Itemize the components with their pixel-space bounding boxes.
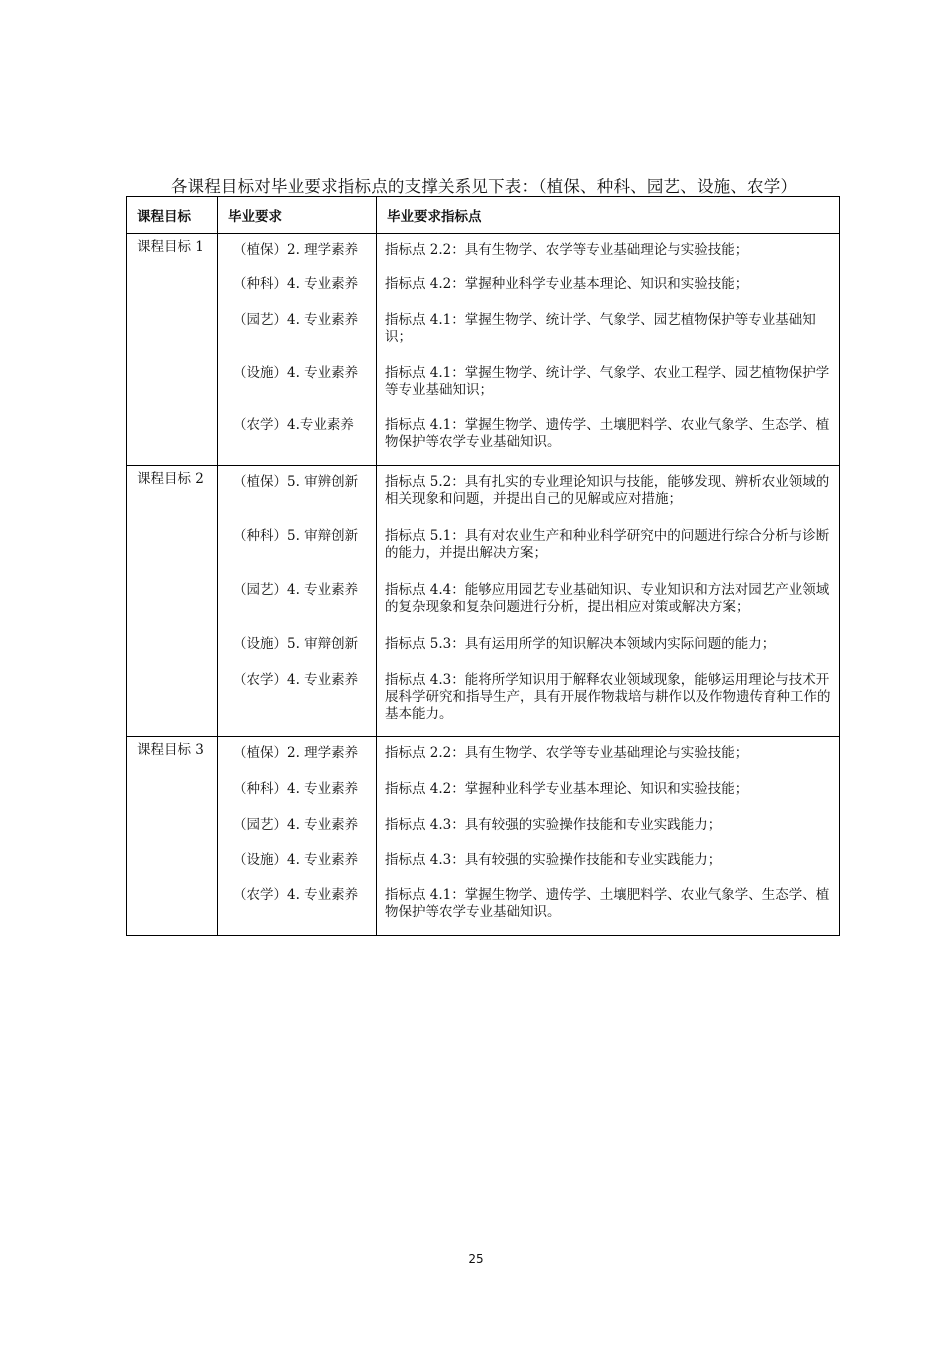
indicator-item: 指标点 4.1：掌握生物学、统计学、气象学、农业工程学、园艺植物保护学等专业基础知识； <box>385 365 830 398</box>
requirement-item: （植保）5. 审辨创新 <box>233 474 359 490</box>
indicator-item: 指标点 5.3：具有运用所学的知识解决本领域内实际问题的能力； <box>385 636 776 652</box>
support-table <box>126 196 840 936</box>
indicator-cell <box>377 737 840 936</box>
indicator-item: 指标点 2.2：具有生物学、农学等专业基础理论与实验技能； <box>385 242 749 258</box>
indicator-item: 指标点 4.1：掌握生物学、统计学、气象学、园艺植物保护等专业基础知识； <box>385 312 816 345</box>
goal-cell: 课程目标 3 <box>127 737 218 936</box>
requirement-item: （设施）5. 审辩创新 <box>233 636 359 652</box>
requirement-item: （种科）4. 专业素养 <box>233 276 359 292</box>
requirement-item: （植保）2. 理学素养 <box>233 745 359 761</box>
requirement-item: （园艺）4. 专业素养 <box>233 582 359 598</box>
indicator-item: 指标点 4.2：掌握种业科学专业基本理论、知识和实验技能； <box>385 276 749 292</box>
requirement-cell <box>218 737 377 936</box>
indicator-cell <box>377 234 840 466</box>
table-row <box>127 234 840 466</box>
indicator-item: 指标点 5.2：具有扎实的专业理论知识与技能，能够发现、辨析农业领域的相关现象和问题，并提出自己的见解或应对措施； <box>385 474 830 507</box>
requirement-item: （种科）4. 专业素养 <box>233 781 359 797</box>
indicator-cell <box>377 466 840 737</box>
requirement-item: （园艺）4. 专业素养 <box>233 312 359 328</box>
header-requirement: 毕业要求 <box>218 197 377 234</box>
requirement-item: （园艺）4. 专业素养 <box>233 817 359 833</box>
table-row <box>127 466 840 737</box>
requirement-item: （种科）5. 审辩创新 <box>233 528 359 544</box>
table-row <box>127 737 840 936</box>
goal-cell: 课程目标 1 <box>127 234 218 466</box>
header-indicator: 毕业要求指标点 <box>377 197 840 234</box>
indicator-item: 指标点 4.3：能将所学知识用于解释农业领域现象，能够运用理论与技术开展科学研究和指导生产，具有开展作物栽培与耕作以及作物遗传育种工作的基本能力。 <box>385 672 831 722</box>
indicator-item: 指标点 4.3：具有较强的实验操作技能和专业实践能力； <box>385 817 722 833</box>
indicator-item: 指标点 4.1：掌握生物学、遗传学、土壤肥料学、农业气象学、生态学、植物保护等农学专业基础知识。 <box>385 887 830 920</box>
indicator-item: 指标点 4.1：掌握生物学、遗传学、土壤肥料学、农业气象学、生态学、植物保护等农学专业基础知识。 <box>385 417 830 450</box>
header-goal: 课程目标 <box>127 197 218 234</box>
page-number: 25 <box>468 1252 484 1266</box>
requirement-cell <box>218 234 377 466</box>
indicator-item: 指标点 4.2：掌握种业科学专业基本理论、知识和实验技能； <box>385 781 749 797</box>
table-caption: 各课程目标对毕业要求指标点的支撑关系见下表：（植保、种科、园艺、设施、农学） <box>170 177 798 196</box>
requirement-item: （农学）4.专业素养 <box>233 417 354 433</box>
indicator-item: 指标点 5.1：具有对农业生产和种业科学研究中的问题进行综合分析与诊断的能力，并提出解决方案； <box>385 528 830 561</box>
requirement-item: （设施）4. 专业素养 <box>233 365 359 381</box>
goal-cell: 课程目标 2 <box>127 466 218 737</box>
requirement-item: （植保）2. 理学素养 <box>233 242 359 258</box>
indicator-item: 指标点 2.2：具有生物学、农学等专业基础理论与实验技能； <box>385 745 749 761</box>
requirement-item: （设施）4. 专业素养 <box>233 852 359 868</box>
table-header-row <box>127 197 840 234</box>
requirement-cell <box>218 466 377 737</box>
indicator-item: 指标点 4.3：具有较强的实验操作技能和专业实践能力； <box>385 852 722 868</box>
requirement-item: （农学）4. 专业素养 <box>233 887 359 903</box>
requirement-item: （农学）4. 专业素养 <box>233 672 359 688</box>
indicator-item: 指标点 4.4：能够应用园艺专业基础知识、专业知识和方法对园艺产业领域的复杂现象和复杂问题进行分析，提出相应对策或解决方案； <box>385 582 830 615</box>
